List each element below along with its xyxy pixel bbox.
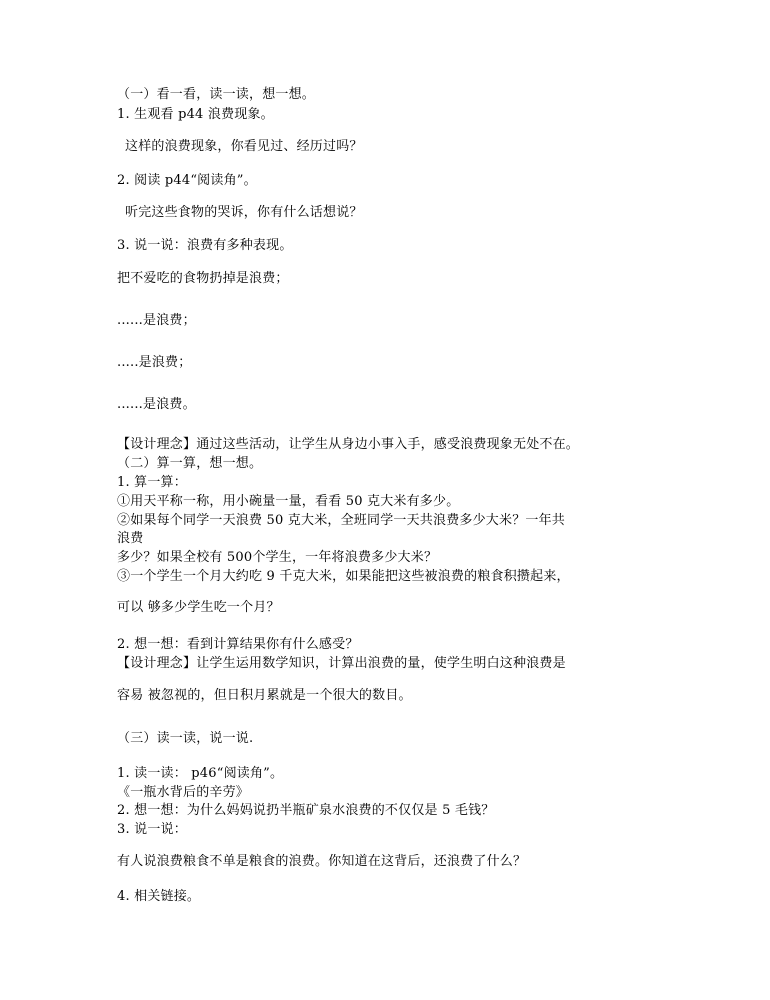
waste-example-1: 把不爱吃的食物扔掉是浪费； bbox=[117, 271, 289, 286]
calc-step-2-cont-a: 浪费 bbox=[117, 531, 144, 546]
question-seen-waste: 这样的浪费现象，你看见过、经历过吗？ bbox=[125, 139, 363, 154]
item-calc: 1. 算一算： bbox=[117, 475, 187, 490]
calc-step-3-cont: 可以 够多少学生吃一个月？ bbox=[117, 600, 280, 615]
waste-blank-3: ......是浪费。 bbox=[117, 397, 196, 412]
question-waste-behind: 有人说浪费粮食不单是粮食的浪费。你知道在这背后，还浪费了什么？ bbox=[117, 854, 527, 869]
calc-step-3: ③一个学生一个月大约吃 9 千克大米，如果能把这些被浪费的粮食积攒起来， bbox=[117, 569, 570, 584]
section-heading-3: （三）读一读，说一说. bbox=[117, 731, 254, 746]
item-think-feel: 2. 想一想：看到计算结果你有什么感受？ bbox=[117, 637, 359, 652]
reading-title: 《一瓶水背后的辛劳》 bbox=[117, 785, 250, 800]
item-think-water: 2. 想一想：为什么妈妈说扔半瓶矿泉水浪费的不仅仅是 5 毛钱？ bbox=[117, 803, 495, 818]
item-say: 3. 说一说： bbox=[117, 822, 187, 837]
waste-blank-2: .....是浪费； bbox=[117, 355, 192, 370]
question-food-cry: 听完这些食物的哭诉，你有什么话想说？ bbox=[125, 205, 363, 220]
design-concept-2: 【设计理念】让学生运用数学知识，计算出浪费的量，使学生明白这种浪费是 bbox=[117, 656, 566, 671]
item-1-watch: 1. 生观看 p44 浪费现象。 bbox=[117, 107, 274, 122]
design-concept-2-cont: 容易 被忽视的，但日积月累就是一个很大的数目。 bbox=[117, 688, 412, 703]
item-read-p46: 1. 读一读： p46“阅读角”。 bbox=[117, 766, 284, 781]
waste-blank-1: ......是浪费； bbox=[117, 313, 196, 328]
calc-step-2: ②如果每个同学一天浪费 50 克大米，全班同学一天共浪费多少大米？一年共 bbox=[117, 513, 566, 528]
section-heading-2: （二）算一算，想一想。 bbox=[117, 456, 263, 471]
item-2-read: 2. 阅读 p44“阅读角”。 bbox=[117, 173, 257, 188]
calc-step-1: ①用天平称一称，用小碗量一量，看看 50 克大米有多少。 bbox=[117, 494, 460, 509]
item-3-say: 3. 说一说：浪费有多种表现。 bbox=[117, 238, 293, 253]
section-heading-1: （一）看一看，读一读，想一想。 bbox=[117, 87, 316, 102]
item-related-links: 4. 相关链接。 bbox=[117, 889, 201, 904]
calc-step-2-cont-b: 多少？如果全校有 500个学生，一年将浪费多少大米？ bbox=[117, 550, 438, 565]
design-concept-1: 【设计理念】通过这些活动，让学生从身边小事入手，感受浪费现象无处不在。 bbox=[117, 437, 580, 452]
